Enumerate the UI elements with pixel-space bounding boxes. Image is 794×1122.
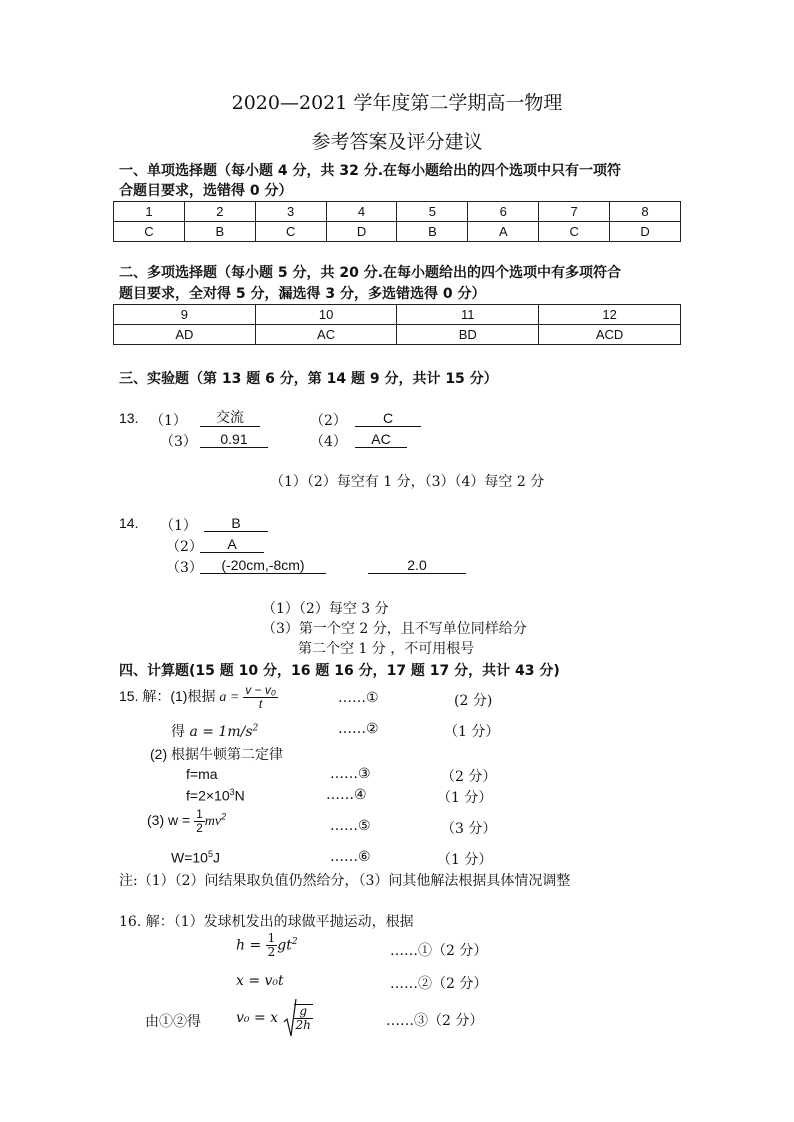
q15-work-tail: mv [204,814,222,830]
table-cell: B [184,222,255,242]
table-row-numbers [114,202,681,222]
fraction-denominator: t [258,697,263,711]
q15-work-unit: J [212,849,220,866]
fraction-numerator: g [294,1005,313,1019]
q15-marker-5: ……⑤ [330,818,371,834]
table-cell: C [255,222,326,242]
q13-label-3: （3） [160,434,197,450]
part3-heading: 三、实验题（第 13 题 6 分，第 14 题 9 分，共计 15 分） [119,371,498,387]
q15-marker-2: ……② [338,721,379,737]
part4-heading: 四、计算题(15 题 10 分，16 题 16 分，17 题 17 分，共计 43 分) [119,663,560,679]
q16-eq2: x = v₀t [236,973,284,989]
part1-heading-line1: 一、单项选择题（每小题 4 分，共 32 分.在每小题给出的四个选项中只有一项符 [119,163,622,179]
q16-eq3-lhs: v₀ = x [236,1010,279,1026]
part2-heading-line2: 题目要求，全对得 5 分，漏选得 3 分，多选错选得 0 分） [119,286,486,302]
table-cell: 5 [397,202,468,222]
q15-work-fraction [194,808,205,835]
page-subtitle: 参考答案及评分建议 [311,131,483,153]
table-cell: 1 [114,202,185,222]
q15-score-6: （1 分） [437,852,493,868]
q15-formula-lhs: a = [219,690,240,706]
fraction-denominator: 2 [196,821,203,835]
q15-score-4: （1 分） [437,790,493,806]
q13-label-2: （2） [310,413,347,429]
q15-note: 注:（1）（2）问结果取负值仍然给分，（3）问其他解法根据具体情况调整 [119,873,571,889]
table-cell: C [539,222,610,242]
q15-work-exponent: 5 [207,849,213,859]
table-cell: D [610,222,681,242]
table-cell: 12 [539,305,681,325]
q15-formula-fraction [243,684,278,711]
q15-force-exponent: 3 [229,787,235,797]
q16-eq1-tail: gt [277,937,292,954]
table-cell: 2 [184,202,255,222]
q15-intro: 15. 解：(1)根据 [119,688,216,705]
q16-marker-1: ……①（2 分） [390,943,488,959]
page-title: 2020—2021 学年度第二学期高一物理 [231,92,563,114]
table-cell: B [397,222,468,242]
q15-marker-3: ……③ [330,766,371,782]
table-cell: 3 [255,202,326,222]
q15-result-prefix: 得 [171,724,185,740]
q15-result-expression: a = 1m/s [189,724,253,740]
table-cell: AC [255,325,397,345]
q14-scoring-note-1: （1）（2）每空 3 分 [262,601,389,617]
q13-number: 13. [119,410,139,426]
table-cell: 7 [539,202,610,222]
q14-answer-4: 2.0 [368,558,466,574]
q15-score-5: （3 分） [441,821,497,837]
table-cell: C [114,222,185,242]
table-cell: A [468,222,539,242]
q15-score-1: (2 分) [454,693,493,709]
q14-label-2: （2） [166,539,203,555]
q16-derive-prefix: 由①②得 [145,1014,201,1030]
multiple-choice-answer-table [113,304,681,345]
table-cell: 11 [397,305,539,325]
table-cell: 10 [255,305,397,325]
q14-label-3: （3） [166,560,203,576]
table-cell: BD [397,325,539,345]
table-cell: ACD [539,325,681,345]
fraction-denominator: 2h [295,1018,311,1032]
table-cell: AD [114,325,256,345]
table-cell: 4 [326,202,397,222]
fraction-numerator: v − v₀ [245,683,276,697]
q15-marker-1: ……① [338,690,379,706]
q13-answer-2: C [355,411,421,427]
fraction-numerator: 1 [267,931,276,945]
q14-answer-2: A [200,537,264,553]
q13-answer-3: 0.91 [200,432,268,448]
q15-force-unit: N [234,787,245,804]
q14-scoring-note-2: （3）第一个空 2 分，且不写单位同样给分 [262,621,527,637]
q15-score-2: （1 分） [444,724,500,740]
q16-eq3-fraction [294,1004,313,1032]
q15-work-lhs: (3) w = [147,812,191,829]
q15-part2-heading: (2) 根据牛顿第二定律 [150,746,283,762]
part1-heading-line2: 合题目要求，选错得 0 分） [119,183,293,199]
table-cell: D [326,222,397,242]
single-choice-answer-table [113,201,681,242]
q15-force-value: f=2×10 [186,787,230,804]
q15-marker-4: ……④ [326,787,367,803]
table-cell: 9 [114,305,256,325]
q14-label-1: （1） [160,518,197,534]
fraction-denominator: 2 [267,945,276,959]
q13-answer-1: 交流 [200,411,260,427]
part2-heading-line1: 二、多项选择题（每小题 5 分，共 20 分.在每小题给出的四个选项中有多项符合 [119,265,622,281]
q14-number: 14. [119,515,139,531]
q16-eq1-lhs: h = [236,937,262,954]
q14-answer-1: B [204,516,268,532]
q16-marker-3: ……③（2 分） [386,1013,484,1029]
table-row-answers [114,222,681,242]
q13-label-1: （1） [150,413,187,429]
table-cell: 8 [610,202,681,222]
q16-marker-2: ……②（2 分） [390,976,488,992]
table-row-numbers [114,305,681,325]
q14-answer-3: (-20cm,-8cm) [200,558,326,574]
table-cell: 6 [468,202,539,222]
q15-work-value: W=10 [171,849,208,866]
q13-label-4: （4） [310,434,347,450]
q16-intro: 16. 解：（1）发球机发出的球做平抛运动，根据 [119,914,414,930]
q15-score-3: （2 分） [441,769,497,785]
q13-answer-4: AC [355,432,407,448]
q15-formula-fma: f=ma [186,766,218,782]
q14-scoring-note-3: 第二个空 1 分 ，不可用根号 [298,641,475,657]
q16-eq1-fraction [266,932,278,959]
q15-marker-6: ……⑥ [330,849,371,865]
q13-scoring-note: （1）（2）每空有 1 分，（3）（4）每空 2 分 [270,474,545,490]
fraction-numerator: 1 [196,807,203,821]
table-row-answers [114,325,681,345]
